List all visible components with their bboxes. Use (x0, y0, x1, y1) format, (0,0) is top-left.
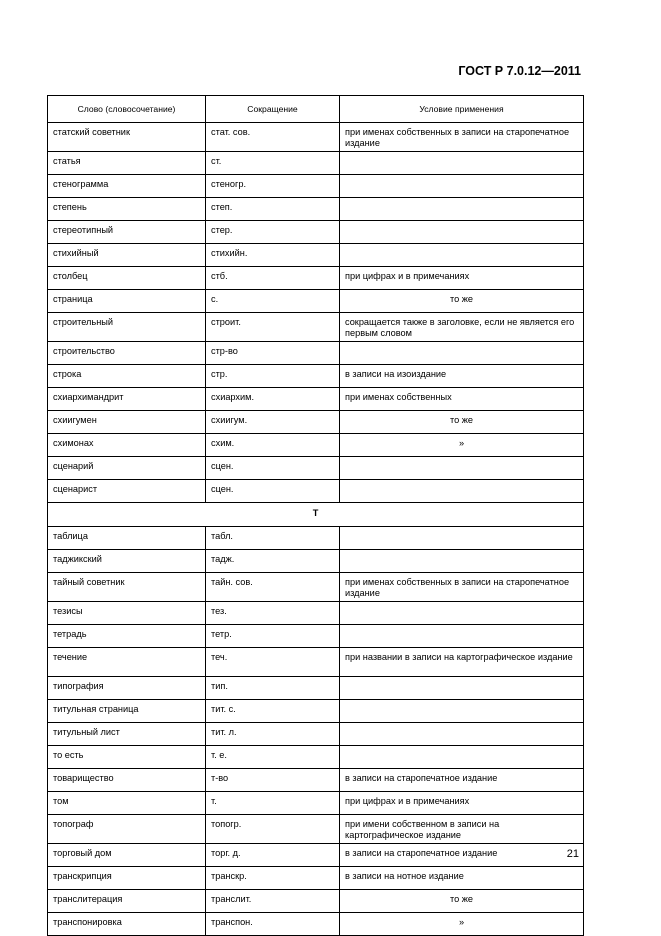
abbreviation-cell: тит. с. (206, 700, 340, 723)
section-row (48, 503, 584, 527)
abbreviation-cell: табл. (206, 527, 340, 550)
abbreviation-cell: тайн. сов. (206, 573, 340, 602)
table-row (48, 480, 584, 503)
condition-cell: при именах собственных в записи на старопечатное издание (340, 123, 584, 152)
table-row (48, 890, 584, 913)
abbreviation-cell: стеногр. (206, 175, 340, 198)
condition-cell (340, 457, 584, 480)
table-row (48, 723, 584, 746)
condition-cell (340, 746, 584, 769)
abbreviation-cell: строит. (206, 313, 340, 342)
abbreviation-cell: т. (206, 792, 340, 815)
table-row (48, 550, 584, 573)
table-row (48, 365, 584, 388)
word-cell: таблица (48, 527, 206, 550)
condition-cell: » (340, 434, 584, 457)
word-cell: титульная страница (48, 700, 206, 723)
standard-id: ГОСТ Р 7.0.12—2011 (458, 64, 581, 78)
abbreviation-cell: транспон. (206, 913, 340, 936)
abbreviation-cell: транслит. (206, 890, 340, 913)
table-row (48, 700, 584, 723)
condition-cell (340, 602, 584, 625)
abbreviation-cell: стр. (206, 365, 340, 388)
condition-cell: в записи на старопечатное издание (340, 844, 584, 867)
word-cell: строительный (48, 313, 206, 342)
word-cell: статский советник (48, 123, 206, 152)
column-header-word: Слово (словосочетание) (48, 96, 206, 123)
condition-cell: при именах собственных в записи на старопечатное издание (340, 573, 584, 602)
abbreviation-cell: сцен. (206, 480, 340, 503)
word-cell: страница (48, 290, 206, 313)
table-row (48, 175, 584, 198)
abbreviation-cell: стат. сов. (206, 123, 340, 152)
abbreviation-cell: сцен. (206, 457, 340, 480)
table-row (48, 792, 584, 815)
abbreviation-cell: ст. (206, 152, 340, 175)
table-row (48, 844, 584, 867)
table-row (48, 648, 584, 677)
column-header-abbreviation: Сокращение (206, 96, 340, 123)
table-header-row (48, 96, 584, 123)
abbreviation-cell: схиигум. (206, 411, 340, 434)
abbreviation-cell: схиархим. (206, 388, 340, 411)
abbreviation-cell: тип. (206, 677, 340, 700)
word-cell: схиархимандрит (48, 388, 206, 411)
section-letter: Т (48, 503, 584, 527)
table-row (48, 411, 584, 434)
condition-cell (340, 480, 584, 503)
word-cell: строительство (48, 342, 206, 365)
table-row (48, 313, 584, 342)
condition-cell (340, 198, 584, 221)
page-number: 21 (566, 848, 579, 860)
word-cell: схимонах (48, 434, 206, 457)
abbreviation-cell: теч. (206, 648, 340, 677)
table-row (48, 913, 584, 936)
abbreviation-cell: топогр. (206, 815, 340, 844)
abbreviation-cell: т-во (206, 769, 340, 792)
table-row (48, 769, 584, 792)
condition-cell: при имени собственном в записи на картографическое издание (340, 815, 584, 844)
table-row (48, 625, 584, 648)
condition-cell: при названии в записи на картографическое издание (340, 648, 584, 677)
word-cell: транскрипция (48, 867, 206, 890)
abbreviation-cell: т. е. (206, 746, 340, 769)
condition-cell: в записи на нотное издание (340, 867, 584, 890)
abbreviation-cell: с. (206, 290, 340, 313)
word-cell: то есть (48, 746, 206, 769)
table-row (48, 221, 584, 244)
word-cell: сценарий (48, 457, 206, 480)
word-cell: схиигумен (48, 411, 206, 434)
condition-cell: сокращается также в заголовке, если не является его первым словом (340, 313, 584, 342)
condition-cell (340, 677, 584, 700)
word-cell: транслитерация (48, 890, 206, 913)
condition-cell: в записи на изоиздание (340, 365, 584, 388)
abbreviation-cell: тадж. (206, 550, 340, 573)
table-row (48, 815, 584, 844)
table-row (48, 290, 584, 313)
column-header-condition: Условие применения (340, 96, 584, 123)
abbreviation-cell: транскр. (206, 867, 340, 890)
word-cell: титульный лист (48, 723, 206, 746)
abbreviation-cell: тит. л. (206, 723, 340, 746)
word-cell: строка (48, 365, 206, 388)
condition-cell: то же (340, 890, 584, 913)
table-row (48, 602, 584, 625)
abbreviations-table (47, 95, 584, 936)
word-cell: тезисы (48, 602, 206, 625)
word-cell: сценарист (48, 480, 206, 503)
word-cell: тетрадь (48, 625, 206, 648)
table-row (48, 527, 584, 550)
word-cell: течение (48, 648, 206, 677)
condition-cell (340, 723, 584, 746)
table-row (48, 267, 584, 290)
condition-cell (340, 244, 584, 267)
table-row (48, 677, 584, 700)
word-cell: том (48, 792, 206, 815)
word-cell: торговый дом (48, 844, 206, 867)
condition-cell: » (340, 913, 584, 936)
word-cell: стенограмма (48, 175, 206, 198)
word-cell: степень (48, 198, 206, 221)
abbreviation-cell: стер. (206, 221, 340, 244)
condition-cell (340, 221, 584, 244)
table-row (48, 244, 584, 267)
table-row (48, 198, 584, 221)
word-cell: статья (48, 152, 206, 175)
abbreviation-cell: схим. (206, 434, 340, 457)
condition-cell (340, 700, 584, 723)
table-row (48, 123, 584, 152)
condition-cell: при цифрах и в примечаниях (340, 267, 584, 290)
condition-cell: при именах собственных (340, 388, 584, 411)
word-cell: стихийный (48, 244, 206, 267)
table-row (48, 434, 584, 457)
table-row (48, 867, 584, 890)
condition-cell: то же (340, 290, 584, 313)
condition-cell (340, 625, 584, 648)
word-cell: транспонировка (48, 913, 206, 936)
condition-cell (340, 152, 584, 175)
word-cell: типография (48, 677, 206, 700)
word-cell: тайный советник (48, 573, 206, 602)
word-cell: товарищество (48, 769, 206, 792)
table-row (48, 388, 584, 411)
table-row (48, 457, 584, 480)
abbreviation-cell: тетр. (206, 625, 340, 648)
abbreviation-cell: степ. (206, 198, 340, 221)
table-body (48, 123, 584, 936)
condition-cell (340, 342, 584, 365)
table-row (48, 746, 584, 769)
table-row (48, 342, 584, 365)
condition-cell (340, 550, 584, 573)
word-cell: топограф (48, 815, 206, 844)
abbreviation-cell: тез. (206, 602, 340, 625)
word-cell: стереотипный (48, 221, 206, 244)
word-cell: столбец (48, 267, 206, 290)
table-row (48, 152, 584, 175)
condition-cell: в записи на старопечатное издание (340, 769, 584, 792)
abbreviation-cell: стихийн. (206, 244, 340, 267)
abbreviation-cell: стр-во (206, 342, 340, 365)
condition-cell (340, 527, 584, 550)
word-cell: таджикский (48, 550, 206, 573)
condition-cell: при цифрах и в примечаниях (340, 792, 584, 815)
condition-cell (340, 175, 584, 198)
table-row (48, 573, 584, 602)
condition-cell: то же (340, 411, 584, 434)
abbreviation-cell: стб. (206, 267, 340, 290)
abbreviation-cell: торг. д. (206, 844, 340, 867)
